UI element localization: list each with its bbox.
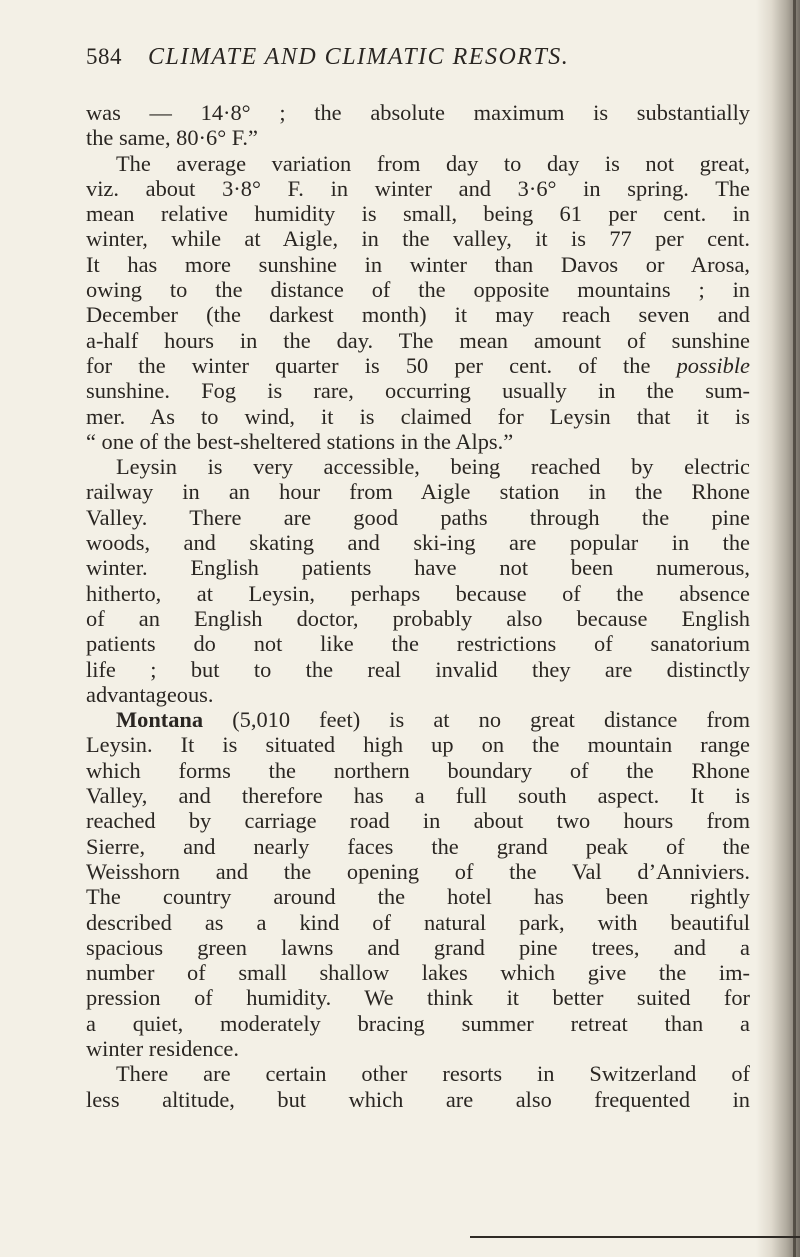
text-line: winter. English patients have not been numerous, [86, 555, 750, 581]
text-line: Leysin. It is situated high up on the mountain range [86, 732, 750, 758]
text-line [86, 353, 750, 378]
text-line: Weisshorn and the opening of the Val d’Anniviers. [86, 858, 750, 884]
text-line: hitherto, at Leysin, perhaps because of the absence [86, 580, 750, 606]
text-line: railway in an hour from Aigle station in the Rhone [86, 479, 750, 505]
text-line: a-half hours in the day. The mean amount of sunshine [86, 327, 750, 353]
text-line: mer. As to wind, it is claimed for Leysin that it is [86, 403, 750, 429]
text-line: owing to the distance of the opposite mountains ; in [86, 277, 750, 303]
text-line: December (the darkest month) it may reach seven and [86, 302, 750, 328]
text-line: The country around the hotel has been rightly [86, 884, 750, 910]
text-line: Leysin is very accessible, being reached by electric [116, 454, 750, 480]
text-line: advantageous. [86, 681, 214, 707]
text-line: spacious green lawns and grand pine trees, and a [86, 934, 750, 960]
page-number: 584 [86, 44, 122, 69]
text-line: winter, while at Aigle, in the valley, it is 77 per cent. [86, 226, 750, 252]
text-line: reached by carriage road in about two hours from [86, 808, 750, 834]
text-run: (5,010 feet) is at no great distance from [203, 707, 750, 733]
text-line: viz. about 3·8° F. in winter and 3·6° in spring. The [86, 175, 750, 201]
text-line: “ one of the best-sheltered stations in the Alps.” [86, 428, 514, 454]
text-line: woods, and skating and ski-ing are popular in the [86, 530, 750, 556]
italic-word: possible [676, 352, 750, 378]
running-head: CLIMATE AND CLIMATIC RESORTS. [148, 44, 570, 70]
text-line: sunshine. Fog is rare, occurring usually in the sum- [86, 378, 750, 404]
bottom-rule [470, 1236, 800, 1238]
text-line: described as a kind of natural park, with beautiful [86, 909, 750, 935]
text-line: The average variation from day to day is not great, [116, 150, 750, 176]
text-line [86, 707, 750, 732]
text-run: for the winter quarter is 50 per cent. of the [86, 352, 677, 378]
text-line: patients do not like the restrictions of sanatorium [86, 631, 750, 657]
text-line: number of small shallow lakes which give the im- [86, 960, 750, 986]
text-line: There are certain other resorts in Switzerland of [116, 1061, 750, 1087]
text-line: life ; but to the real invalid they are distinctly [86, 656, 750, 682]
text-line: the same, 80·6° F.” [86, 125, 258, 151]
text-line: Sierre, and nearly faces the grand peak of the [86, 833, 750, 859]
text-line: Valley, and therefore has a full south aspect. It is [86, 783, 750, 809]
page-edge-rule [793, 0, 796, 1257]
text-line: pression of humidity. We think it better suited for [86, 985, 750, 1011]
text-line: a quiet, moderately bracing summer retreat than a [86, 1010, 750, 1036]
section-heading-montana: Montana [116, 707, 204, 733]
text-line: was — 14·8° ; the absolute maximum is substantially [86, 100, 750, 125]
text-line: winter residence. [86, 1035, 239, 1061]
text-line: less altitude, but which are also frequented in [86, 1086, 750, 1112]
body-text [86, 100, 750, 1112]
text-line: of an English doctor, probably also because English [86, 605, 750, 631]
page-header [86, 44, 746, 80]
text-line: Valley. There are good paths through the pine [86, 504, 750, 530]
text-line: which forms the northern boundary of the Rhone [86, 757, 750, 783]
text-line: mean relative humidity is small, being 61 per cent. in [86, 201, 750, 227]
text-line: It has more sunshine in winter than Davos or Arosa, [86, 251, 750, 277]
